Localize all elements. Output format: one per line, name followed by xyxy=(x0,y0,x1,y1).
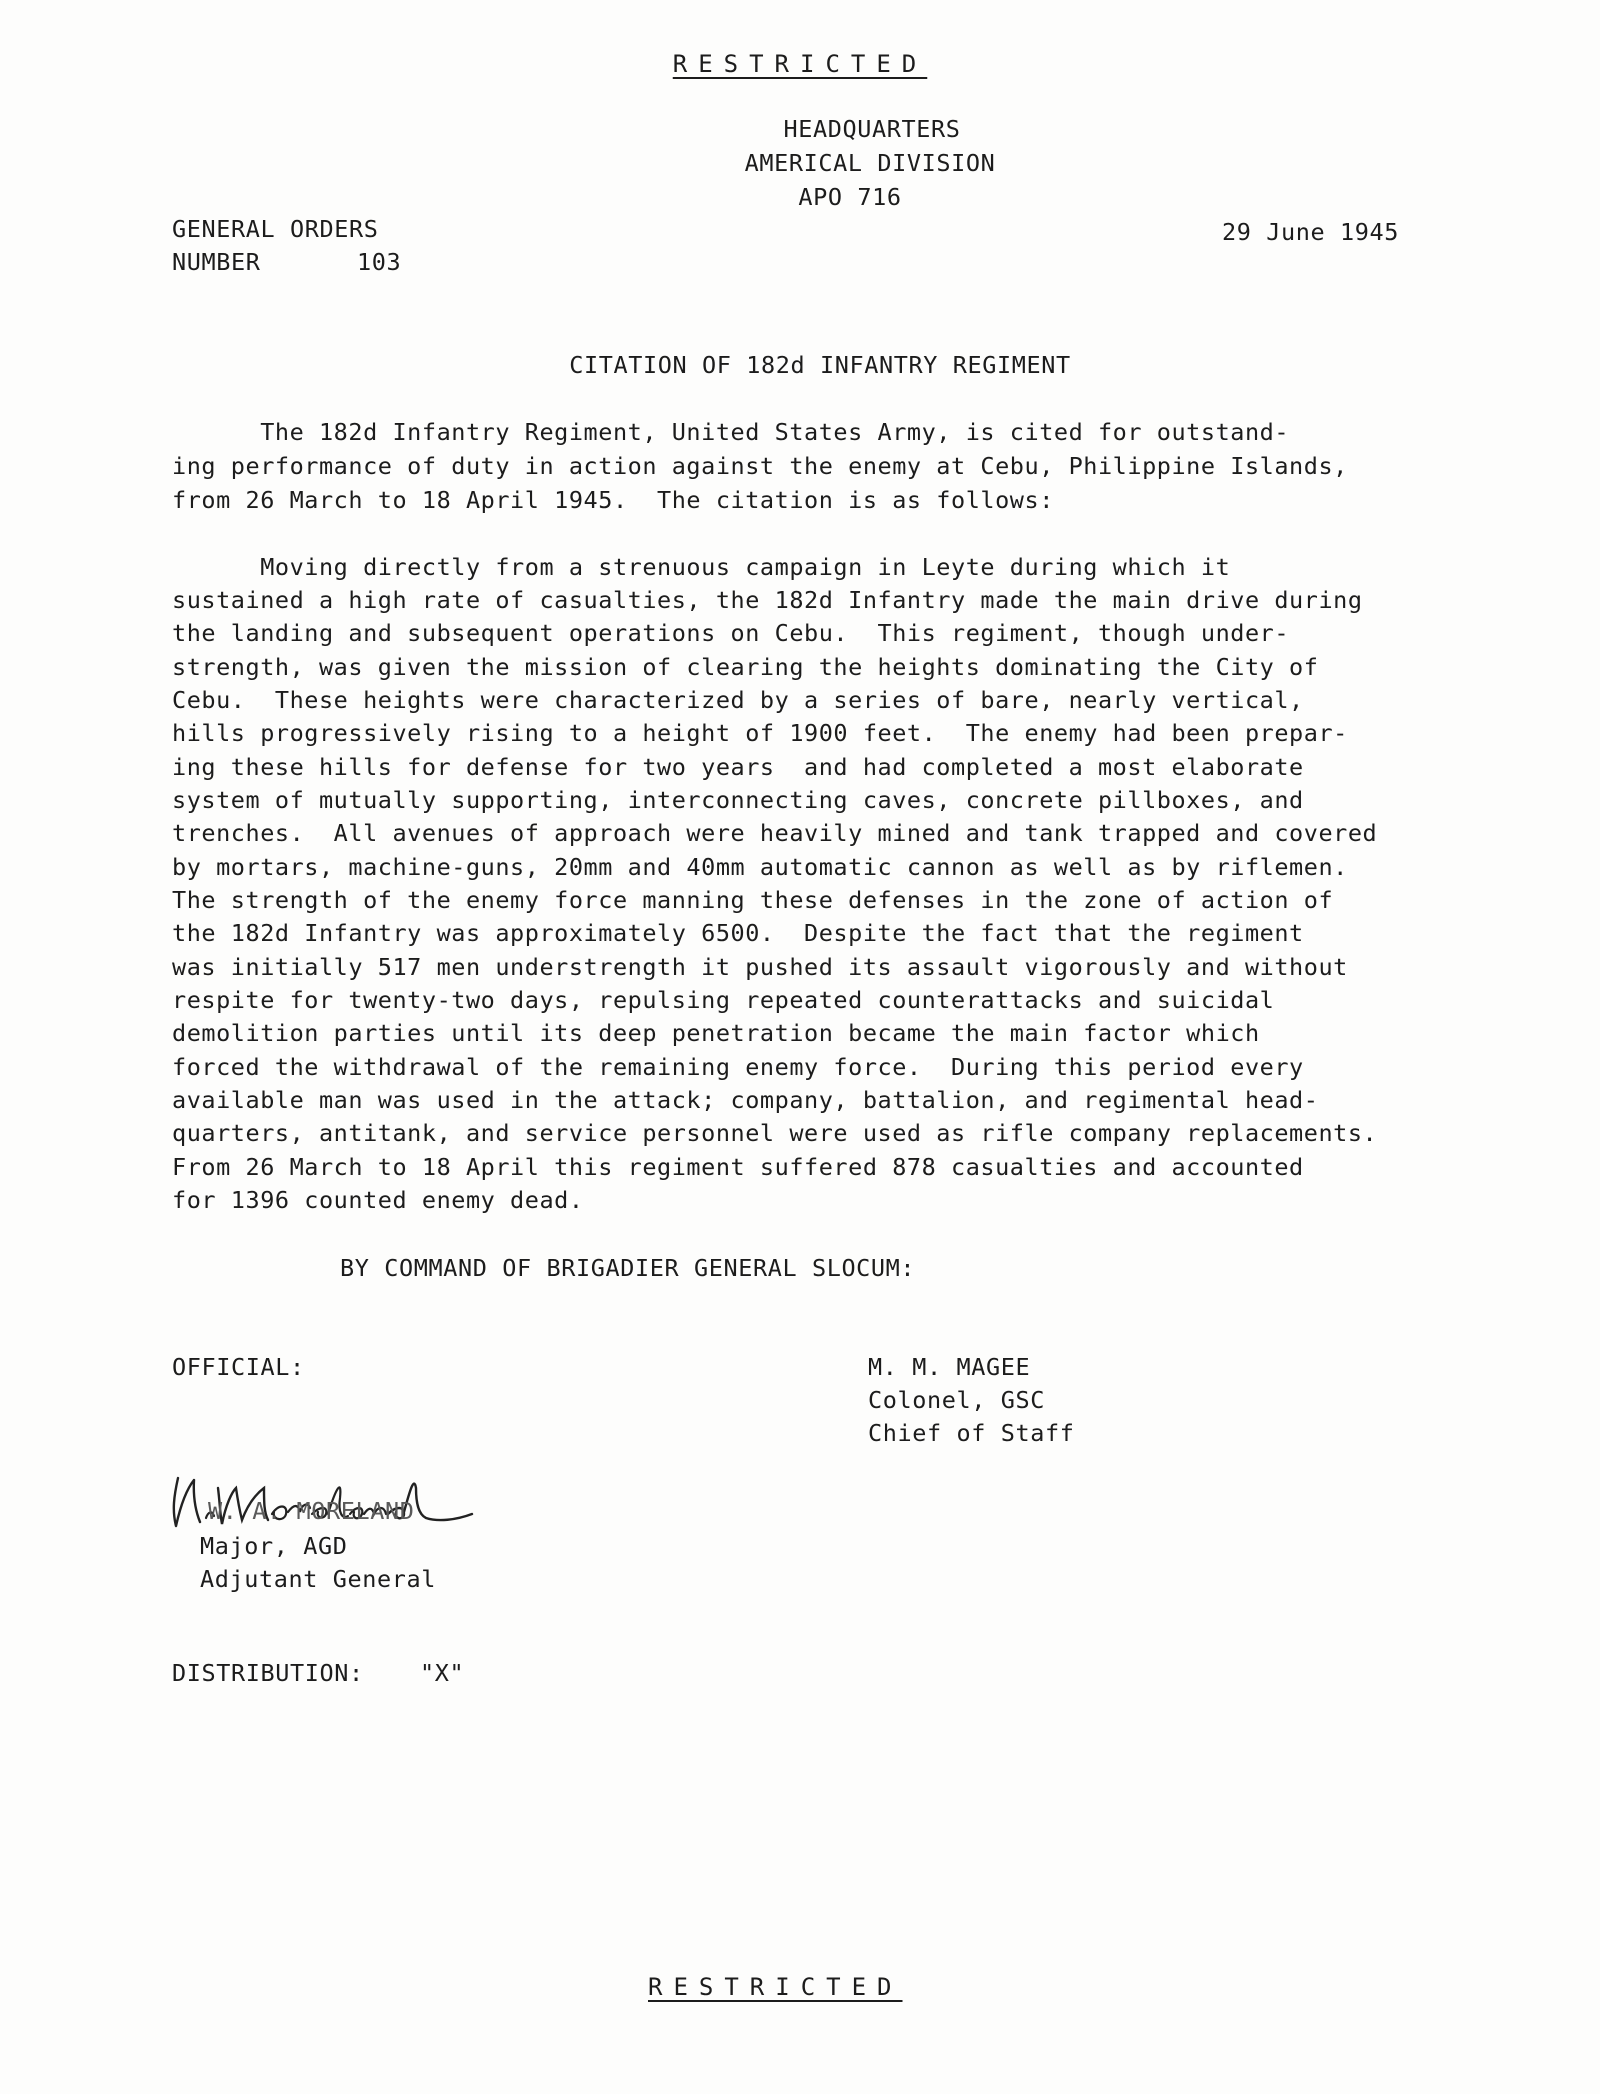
number-label: NUMBER xyxy=(172,248,261,276)
citation-line: Moving directly from a strenuous campaign in Leyte during which it xyxy=(172,553,1231,581)
chief-name: M. M. MAGEE xyxy=(868,1353,1031,1381)
hq-line-1: HEADQUARTERS xyxy=(783,115,961,143)
order-date: 29 June 1945 xyxy=(1222,218,1399,246)
intro-line: The 182d Infantry Regiment, United States Army, is cited for outstand- xyxy=(172,418,1290,446)
citation-line: demolition parties until its deep penetration became the main factor which xyxy=(172,1019,1260,1047)
hq-line-3: APO 716 xyxy=(798,183,902,211)
citation-line: was initially 517 men understrength it pushed its assault vigorously and without xyxy=(172,953,1348,981)
citation-line: the landing and subsequent operations on Cebu. This regiment, though under- xyxy=(172,619,1290,647)
citation-line: quarters, antitank, and service personnel were used as rifle company replacements. xyxy=(172,1119,1378,1147)
citation-line: available man was used in the attack; company, battalion, and regimental head- xyxy=(172,1086,1319,1114)
citation-line: system of mutually supporting, interconnecting caves, concrete pillboxes, and xyxy=(172,786,1304,814)
chief-title: Chief of Staff xyxy=(868,1419,1075,1447)
citation-line: From 26 March to 18 April this regiment suffered 878 casualties and accounted xyxy=(172,1153,1304,1181)
official-label: OFFICIAL: xyxy=(172,1353,305,1381)
citation-line: strength, was given the mission of clearing the heights dominating the City of xyxy=(172,653,1319,681)
number-value: 103 xyxy=(357,248,402,276)
citation-line: respite for twenty-two days, repulsing repeated counterattacks and suicidal xyxy=(172,986,1275,1014)
adjutant-name: W. A. MORELAND xyxy=(208,1497,415,1525)
citation-line: by mortars, machine-guns, 20mm and 40mm automatic cannon as well as by riflemen. xyxy=(172,853,1348,881)
citation-line: forced the withdrawal of the remaining enemy force. During this period every xyxy=(172,1053,1304,1081)
command-line: BY COMMAND OF BRIGADIER GENERAL SLOCUM: xyxy=(340,1254,916,1282)
citation-line: for 1396 counted enemy dead. xyxy=(172,1186,584,1214)
hq-line-2: AMERICAL DIVISION xyxy=(744,149,996,177)
intro-line: from 26 March to 18 April 1945. The citation is as follows: xyxy=(172,486,1054,514)
distribution-label: DISTRIBUTION: xyxy=(172,1659,364,1687)
adjutant-title: Adjutant General xyxy=(200,1565,436,1593)
citation-line: ing these hills for defense for two years and had completed a most elaborate xyxy=(172,753,1304,781)
classification-bottom: RESTRICTED xyxy=(648,1973,903,2001)
citation-line: the 182d Infantry was approximately 6500. Despite the fact that the regiment xyxy=(172,919,1304,947)
citation-line: The strength of the enemy force manning these defenses in the zone of action of xyxy=(172,886,1334,914)
citation-line: sustained a high rate of casualties, the 182d Infantry made the main drive during xyxy=(172,586,1363,614)
classification-top: RESTRICTED xyxy=(672,50,928,78)
chief-rank: Colonel, GSC xyxy=(868,1386,1045,1414)
distribution-value: "X" xyxy=(420,1659,465,1687)
general-orders-label: GENERAL ORDERS xyxy=(172,215,379,243)
intro-line: ing performance of duty in action against the enemy at Cebu, Philippine Islands, xyxy=(172,452,1348,480)
citation-line: hills progressively rising to a height of 1900 feet. The enemy had been prepar- xyxy=(172,719,1348,747)
citation-title: CITATION OF 182d INFANTRY REGIMENT xyxy=(569,351,1071,379)
adjutant-rank: Major, AGD xyxy=(200,1532,348,1560)
citation-line: Cebu. These heights were characterized by a series of bare, nearly vertical, xyxy=(172,686,1304,714)
citation-line: trenches. All avenues of approach were heavily mined and tank trapped and covered xyxy=(172,819,1378,847)
